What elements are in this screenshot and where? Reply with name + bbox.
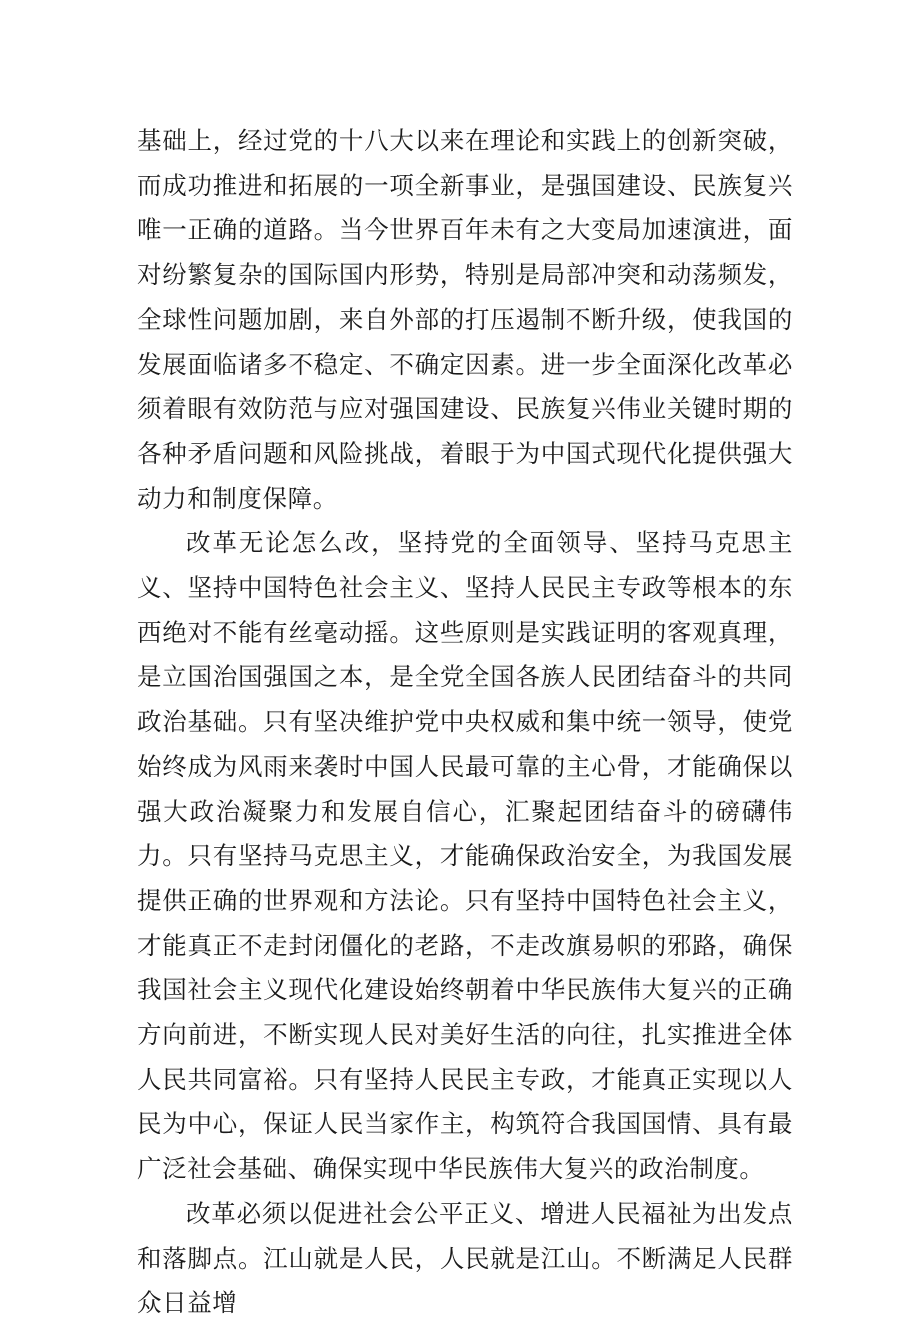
document-body bbox=[137, 119, 793, 1326]
paragraph-continued: 基础上，经过党的十八大以来在理论和实践上的创新突破，而成功推进和拓展的一项全新事业，是强国建设、民族复兴唯一正确的道路。当今世界百年未有之大变局加速演进，面对纷繁复杂的国际国内形势，特别是局部冲突和动荡频发，全球性问题加剧，来自外部的打压遏制不断升级，使我国的发展面临诸多不稳定、不确定因素。进一步全面深化改革必须着眼有效防范与应对强国建设、民族复兴伟业关键时期的各种矛盾问题和风险挑战，着眼于为中国式现代化提供强大动力和制度保障。 bbox=[137, 126, 793, 513]
paragraph-people-welfare: 改革必须以促进社会公平正义、增进人民福祉为出发点和落脚点。江山就是人民，人民就是江山。不断满足人民群众日益增 bbox=[137, 1198, 793, 1318]
paragraph-principles: 改革无论怎么改，坚持党的全面领导、坚持马克思主义、坚持中国特色社会主义、坚持人民民主专政等根本的东西绝对不能有丝毫动摇。这些原则是实践证明的客观真理，是立国治国强国之本，是全党全国各族人民团结奋斗的共同政治基础。只有坚决维护党中央权威和集中统一领导，使党始终成为风雨来袭时中国人民最可靠的主心骨，才能确保以强大政治凝聚力和发展自信心，汇聚起团结奋斗的磅礴伟力。只有坚持马克思主义，才能确保政治安全，为我国发展提供正确的世界观和方法论。只有坚持中国特色社会主义，才能真正不走封闭僵化的老路，不走改旗易帜的邪路，确保我国社会主义现代化建设始终朝着中华民族伟大复兴的正确方向前进，不断实现人民对美好生活的向往，扎实推进全体人民共同富裕。只有坚持人民民主专政，才能真正实现以人民为中心，保证人民当家作主，构筑符合我国国情、具有最广泛社会基础、确保实现中华民族伟大复兴的政治制度。 bbox=[137, 528, 793, 1184]
